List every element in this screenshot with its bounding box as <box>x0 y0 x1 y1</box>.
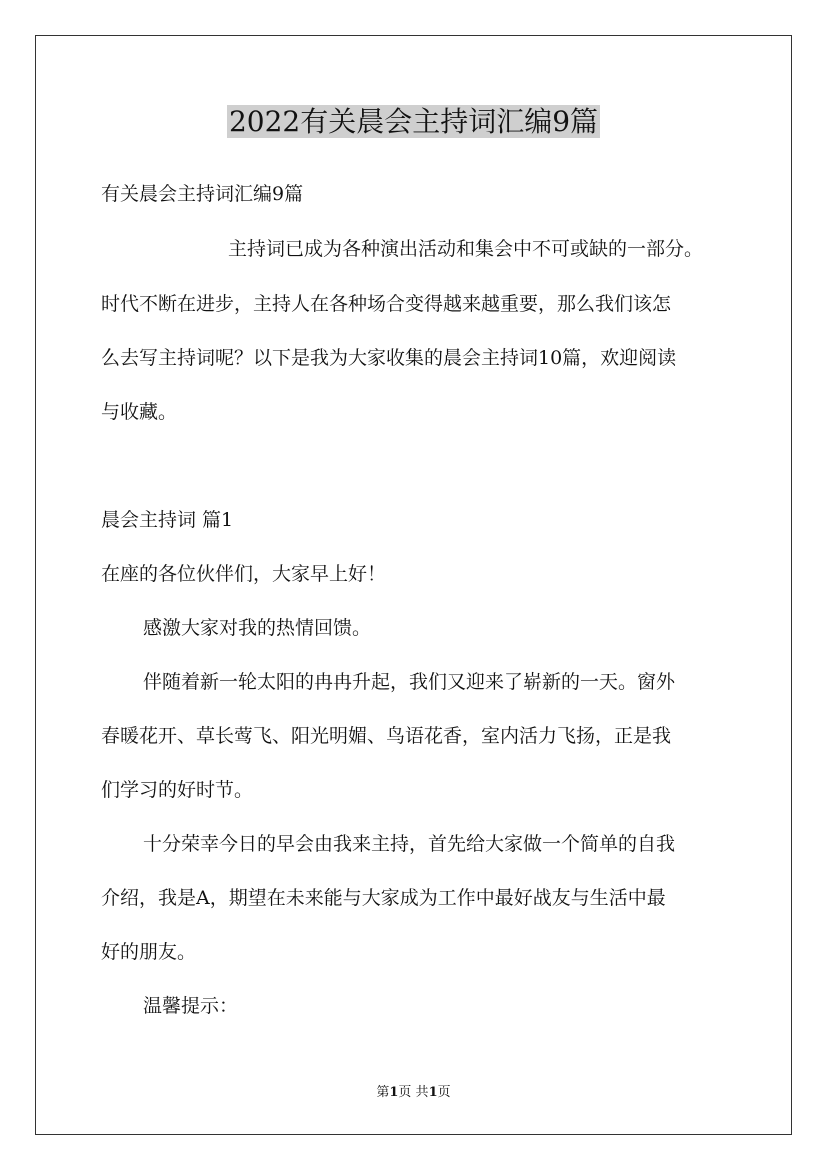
intro-line-4: 与收藏。 <box>101 401 178 423</box>
document-title <box>0 103 827 141</box>
footer-prefix: 第 <box>376 1085 390 1100</box>
body-line-3: 伴随着新一轮太阳的冉冉升起，我们又迎来了崭新的一天。窗外 <box>143 671 676 693</box>
intro-line-3: 么去写主持词呢？以下是我为大家收集的晨会主持词10篇，欢迎阅读 <box>101 347 677 369</box>
section-heading: 晨会主持词 篇1 <box>101 509 234 531</box>
body-line-4: 春暖花开、草长莺飞、阳光明媚、鸟语花香，室内活力飞扬，正是我 <box>101 725 672 747</box>
footer-page-number: 1 <box>389 1085 399 1100</box>
body-line-8: 好的朋友。 <box>101 941 197 963</box>
body-line-9: 温馨提示： <box>143 995 239 1017</box>
body-line-2: 感激大家对我的热情回馈。 <box>143 617 372 639</box>
intro-line-2: 时代不断在进步，主持人在各种场合变得越来越重要，那么我们该怎 <box>101 293 672 315</box>
body-line-6: 十分荣幸今日的早会由我来主持，首先给大家做一个简单的自我 <box>143 833 676 855</box>
page-footer <box>0 1084 827 1102</box>
footer-mid: 页 共 <box>398 1085 429 1100</box>
footer-suffix: 页 <box>437 1085 451 1100</box>
body-line-1: 在座的各位伙伴们，大家早上好！ <box>101 563 387 585</box>
document-title-text: 2022有关晨会主持词汇编9篇 <box>228 105 599 138</box>
body-line-7: 介绍，我是A，期望在未来能与大家成为工作中最好战友与生活中最 <box>101 887 666 909</box>
footer-total-pages: 1 <box>428 1085 438 1100</box>
document-subtitle: 有关晨会主持词汇编9篇 <box>101 183 304 205</box>
intro-line-1: 主持词已成为各种演出活动和集会中不可或缺的一部分。 <box>228 238 704 260</box>
body-line-5: 们学习的好时节。 <box>101 779 254 801</box>
